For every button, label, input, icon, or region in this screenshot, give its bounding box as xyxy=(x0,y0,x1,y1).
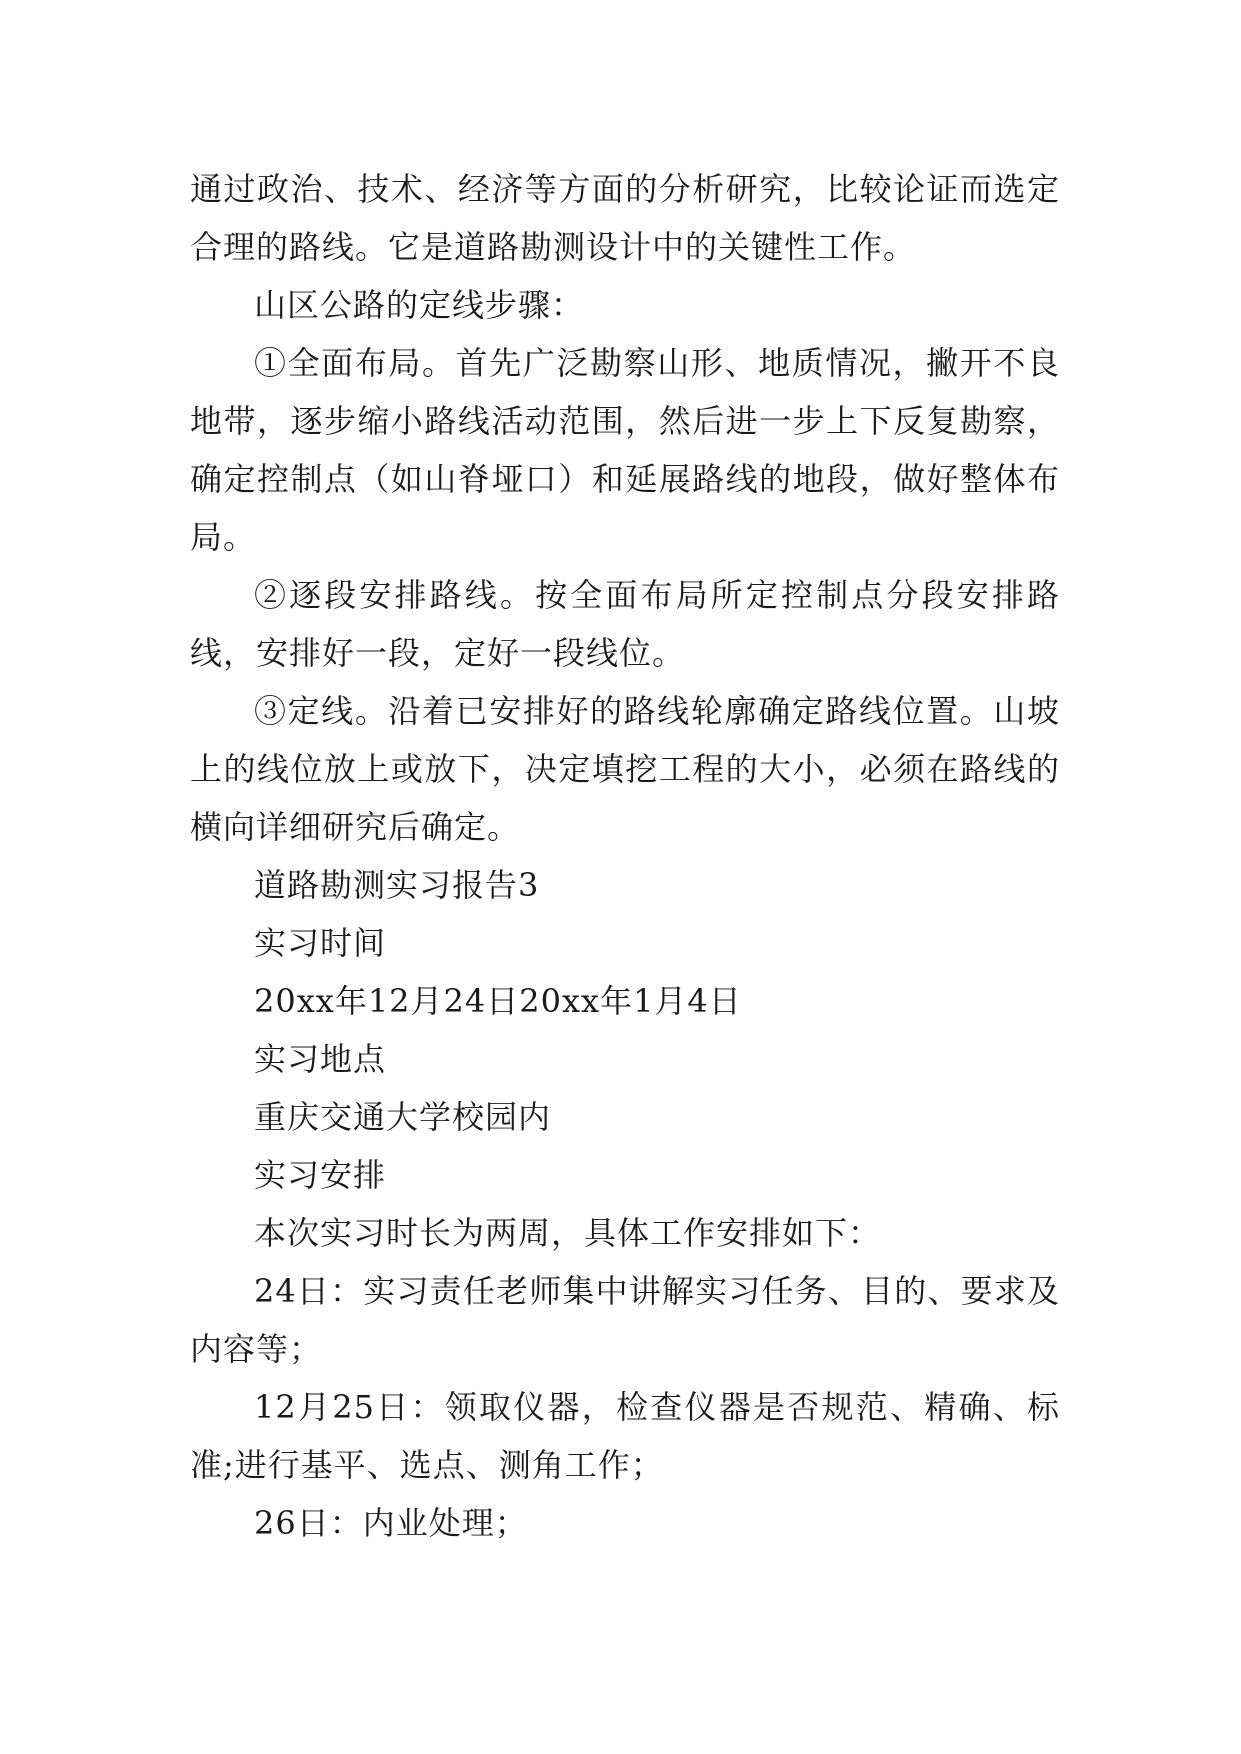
schedule-item-24: 24日：实习责任老师集中讲解实习任务、目的、要求及内容等； xyxy=(190,1272,1060,1368)
schedule-item-25: 12月25日：领取仪器，检查仪器是否规范、精确、标准;进行基平、选点、测角工作； xyxy=(190,1388,1060,1484)
paragraph-arrangement-intro: 本次实习时长为两周，具体工作安排如下： xyxy=(254,1214,882,1252)
paragraph-step-2: ②逐段安排路线。按全面布局所定控制点分段安排路线，安排好一段，定好一段线位。 xyxy=(190,576,1060,672)
schedule-item-26: 26日：内业处理； xyxy=(254,1504,528,1542)
paragraph-route-selection: 通过政治、技术、经济等方面的分析研究，比较论证而选定合理的路线。它是道路勘测设计中的关键性工作。 xyxy=(190,170,1060,266)
section-heading-report-3: 道路勘测实习报告3 xyxy=(254,866,540,904)
document-page xyxy=(190,160,1060,1552)
label-internship-time: 实习时间 xyxy=(254,924,387,962)
value-internship-location: 重庆交通大学校园内 xyxy=(254,1098,552,1136)
label-internship-location: 实习地点 xyxy=(254,1040,387,1078)
value-internship-time: 20xx年12月24日20xx年1月4日 xyxy=(254,982,742,1020)
paragraph-mountain-road-steps: 山区公路的定线步骤： xyxy=(254,286,585,324)
label-internship-arrangement: 实习安排 xyxy=(254,1156,387,1194)
paragraph-step-3: ③定线。沿着已安排好的路线轮廓确定路线位置。山坡上的线位放上或放下，决定填挖工程的大小，必须在路线的横向详细研究后确定。 xyxy=(190,692,1060,846)
paragraph-step-1: ①全面布局。首先广泛勘察山形、地质情况，撇开不良地带，逐步缩小路线活动范围，然后进一步上下反复勘察，确定控制点（如山脊垭口）和延展路线的地段，做好整体布局。 xyxy=(190,344,1060,556)
